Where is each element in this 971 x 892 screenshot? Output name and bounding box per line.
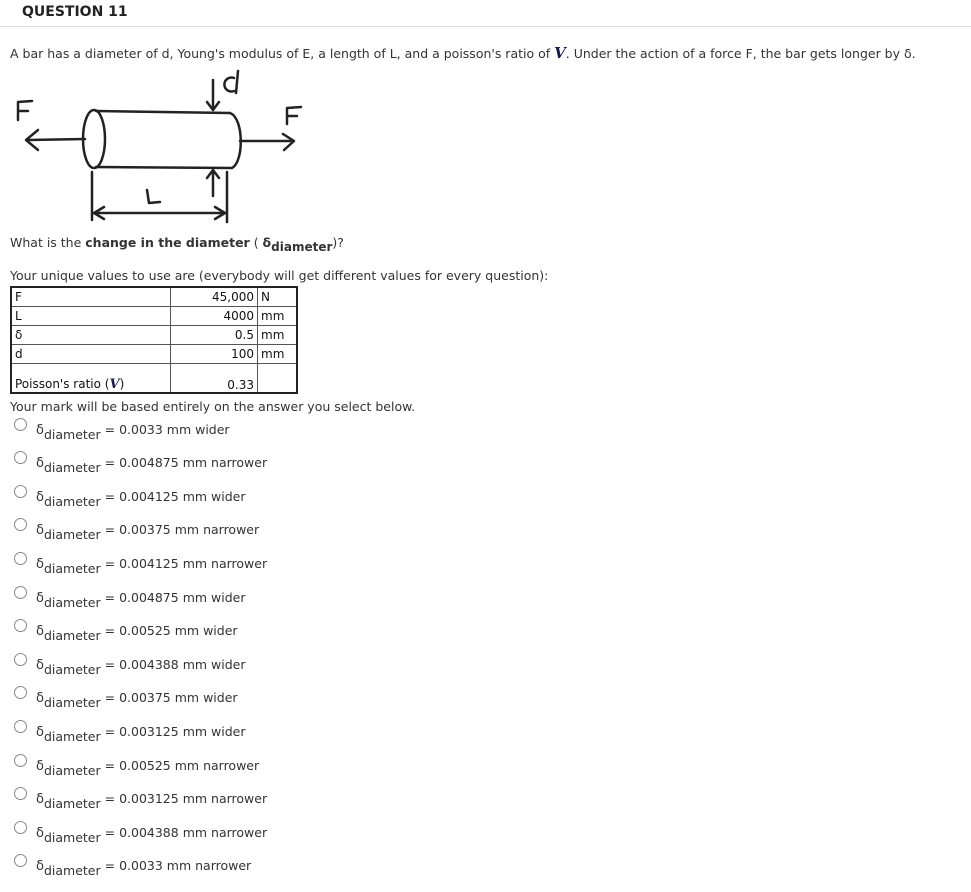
option-text: [36, 455, 267, 475]
option-value: = 0.003125 mm wider: [104, 724, 246, 739]
radio-button[interactable]: [14, 485, 27, 498]
radio-button[interactable]: [14, 653, 27, 666]
question-prompt: [10, 235, 344, 254]
radio-button[interactable]: [14, 754, 27, 767]
option-text: [36, 724, 245, 744]
mark-note: Your mark will be based entirely on the answer you select below.: [10, 399, 416, 414]
value-name: L: [11, 307, 171, 326]
option-sub: diameter: [43, 863, 101, 878]
option-delta: δ: [36, 725, 44, 740]
bar-left-end: [83, 110, 105, 168]
prompt-symbol: [262, 235, 333, 254]
option-delta: δ: [36, 691, 44, 706]
question-text: [10, 44, 916, 62]
value-number: 4000: [171, 307, 258, 326]
value-number: 45,000: [171, 287, 258, 307]
option-value: = 0.0033 mm narrower: [104, 858, 252, 873]
option-text: [36, 522, 259, 542]
option-value: = 0.004388 mm wider: [104, 657, 246, 672]
values-row-length: [11, 307, 297, 326]
radio-button[interactable]: [14, 787, 27, 800]
option-sub: diameter: [43, 595, 101, 610]
radio-button[interactable]: [14, 552, 27, 565]
radio-button[interactable]: [14, 418, 27, 431]
option-value: = 0.004125 mm narrower: [104, 556, 268, 571]
option-text: [36, 422, 230, 442]
poisson-symbol: V: [109, 377, 120, 392]
radio-button[interactable]: [14, 619, 27, 632]
option-text: [36, 590, 245, 610]
value-number: 100: [171, 345, 258, 364]
option-text: [36, 489, 245, 509]
option-value: = 0.00525 mm narrower: [104, 758, 260, 773]
option-delta: δ: [36, 859, 44, 874]
bar-diagram: [8, 66, 308, 231]
option-text: [36, 623, 238, 643]
option-sub: diameter: [43, 460, 101, 475]
value-unit: [258, 364, 298, 394]
radio-button[interactable]: [14, 854, 27, 867]
option-value: = 0.004875 mm narrower: [104, 455, 268, 470]
radio-button[interactable]: [14, 720, 27, 733]
option-sub: diameter: [43, 763, 101, 778]
d-letter: [224, 71, 238, 93]
radio-button[interactable]: [14, 686, 27, 699]
question-title: QUESTION 11: [22, 4, 128, 20]
value-unit: mm: [258, 326, 298, 345]
radio-button[interactable]: [14, 586, 27, 599]
prompt-delta: δ: [262, 235, 272, 250]
option-value: = 0.00525 mm wider: [104, 623, 238, 638]
option-delta: δ: [36, 591, 44, 606]
force-left-letter: [18, 101, 32, 120]
option-text: [36, 825, 267, 845]
poisson-label-close: ): [119, 377, 125, 391]
prompt-bold: change in the diameter: [85, 235, 250, 250]
value-name: F: [11, 287, 171, 307]
value-name: [11, 364, 171, 394]
option-sub: diameter: [43, 729, 101, 744]
option-text: [36, 690, 238, 710]
bar-bottom-edge: [96, 167, 232, 168]
option-value: = 0.004125 mm wider: [104, 489, 246, 504]
option-sub: diameter: [43, 494, 101, 509]
option-delta: δ: [36, 490, 44, 505]
option-sub: diameter: [43, 628, 101, 643]
option-value: = 0.004388 mm narrower: [104, 825, 268, 840]
poisson-label: Poisson's ratio (: [15, 377, 110, 391]
question-text-start: A bar has a diameter of d, Young's modulus of E, a length of L, and a poisson's ratio of: [10, 46, 555, 61]
prompt-close: )?: [332, 235, 344, 250]
title-divider: [0, 26, 971, 27]
option-delta: δ: [36, 792, 44, 807]
option-value: = 0.003125 mm narrower: [104, 791, 268, 806]
option-sub: diameter: [43, 830, 101, 845]
value-name: δ: [11, 326, 171, 345]
option-delta: δ: [36, 826, 44, 841]
radio-button[interactable]: [14, 821, 27, 834]
option-sub: diameter: [43, 527, 101, 542]
option-delta: δ: [36, 658, 44, 673]
option-sub: diameter: [43, 427, 101, 442]
question-text-end: . Under the action of a force F, the bar gets longer by δ.: [565, 46, 916, 61]
option-delta: δ: [36, 523, 44, 538]
option-delta: δ: [36, 624, 44, 639]
option-value: = 0.00375 mm wider: [104, 690, 238, 705]
option-text: [36, 791, 267, 811]
poisson-nu-symbol: V: [554, 44, 566, 62]
option-delta: δ: [36, 456, 44, 471]
option-delta: δ: [36, 759, 44, 774]
option-text: [36, 758, 259, 778]
values-row-diameter: [11, 345, 297, 364]
option-delta: δ: [36, 423, 44, 438]
prompt-prefix: What is the: [10, 235, 86, 250]
value-number: 0.33: [171, 364, 258, 394]
value-unit: mm: [258, 307, 298, 326]
option-value: = 0.00375 mm narrower: [104, 522, 260, 537]
value-unit: mm: [258, 345, 298, 364]
prompt-sub: diameter: [271, 240, 333, 254]
left-force-line: [28, 139, 85, 140]
option-value: = 0.004875 mm wider: [104, 590, 246, 605]
prompt-open: (: [249, 235, 263, 250]
option-text: [36, 858, 251, 878]
option-delta: δ: [36, 557, 44, 572]
value-unit: N: [258, 287, 298, 307]
values-row-poisson: [11, 364, 297, 394]
option-text: [36, 556, 267, 576]
values-table: [10, 286, 298, 394]
value-number: 0.5: [171, 326, 258, 345]
radio-button[interactable]: [14, 451, 27, 464]
option-sub: diameter: [43, 662, 101, 677]
option-sub: diameter: [43, 796, 101, 811]
values-row-elongation: [11, 326, 297, 345]
radio-button[interactable]: [14, 518, 27, 531]
option-sub: diameter: [43, 561, 101, 576]
option-sub: diameter: [43, 695, 101, 710]
values-row-force: [11, 287, 297, 307]
l-letter: [147, 190, 160, 203]
bar-top-edge: [96, 111, 230, 113]
value-name: d: [11, 345, 171, 364]
values-intro: Your unique values to use are (everybody will get different values for every question):: [10, 268, 549, 283]
force-right-letter: [287, 107, 301, 124]
option-text: [36, 657, 245, 677]
option-value: = 0.0033 mm wider: [104, 422, 230, 437]
